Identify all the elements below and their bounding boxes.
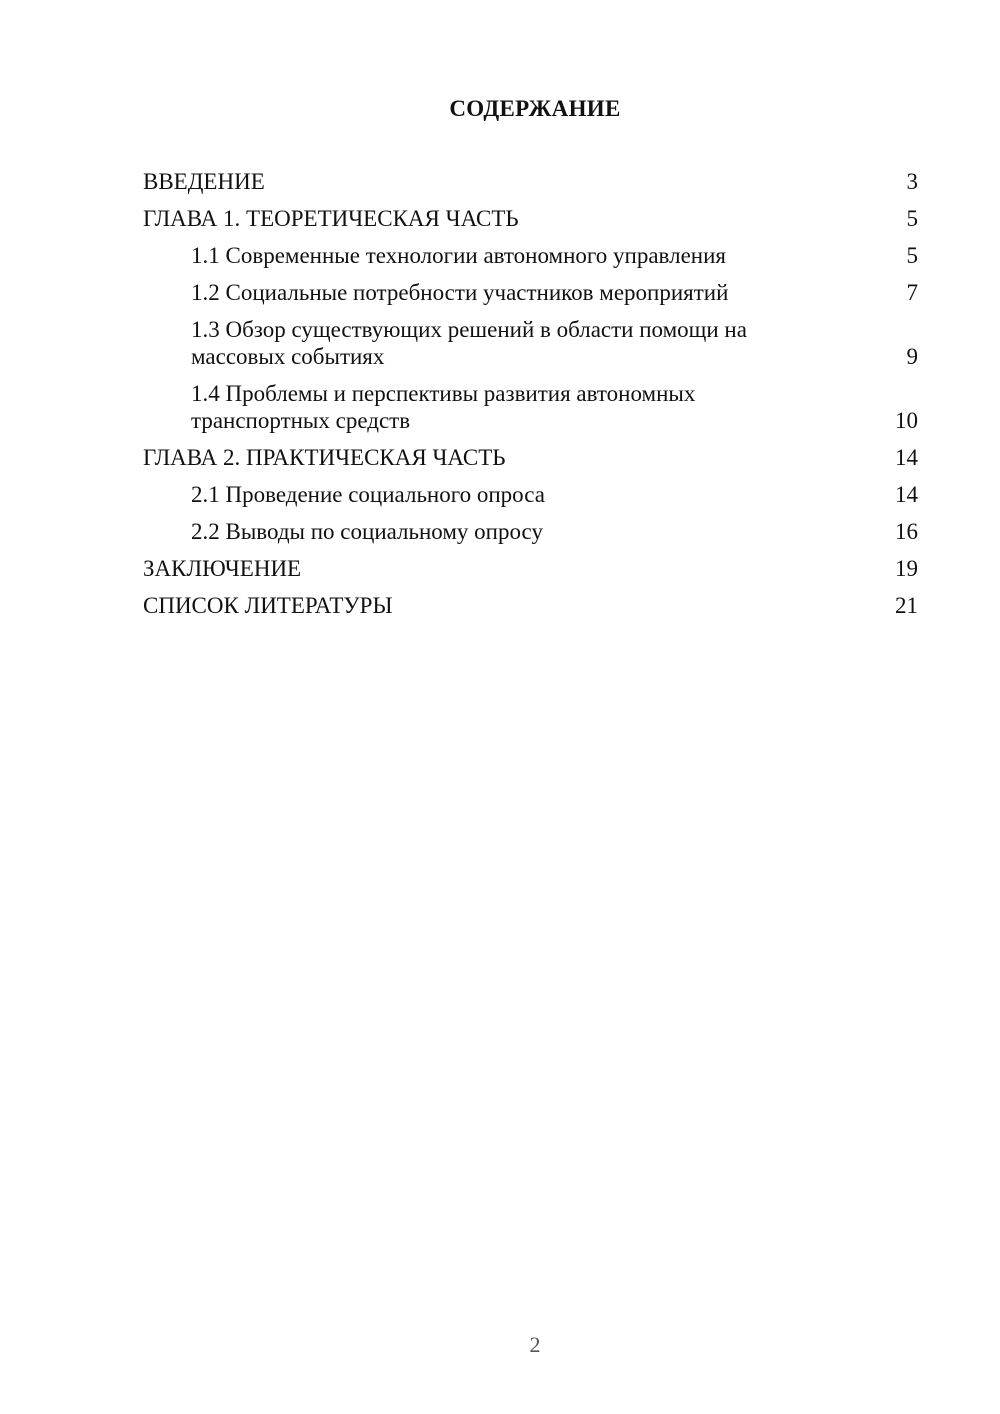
toc-entry-page: 7 — [906, 280, 918, 305]
toc-entry-page: 5 — [906, 243, 918, 268]
toc-entry-section-1-1[interactable] — [143, 242, 918, 269]
toc-entry-label: ГЛАВА 2. ПРАКТИЧЕСКАЯ ЧАСТЬ — [143, 445, 506, 470]
toc-entry-page: 14 — [895, 482, 918, 507]
table-of-contents — [143, 168, 918, 629]
toc-entry-section-1-4[interactable] — [143, 380, 918, 434]
toc-entry-conclusion[interactable] — [143, 555, 918, 582]
toc-entry-label: 1.4 Проблемы и перспективы развития автономных транспортных средств — [191, 381, 696, 433]
toc-entry-page: 9 — [906, 344, 918, 369]
toc-entry-label: 2.2 Выводы по социальному опросу — [191, 519, 543, 544]
toc-entry-page: 21 — [895, 593, 918, 618]
toc-entry-chapter-2[interactable] — [143, 444, 918, 471]
toc-entry-section-1-2[interactable] — [143, 279, 918, 306]
toc-entry-section-2-2[interactable] — [143, 518, 918, 545]
toc-entry-label: ЗАКЛЮЧЕНИЕ — [143, 556, 302, 581]
toc-entry-label: ВВЕДЕНИЕ — [143, 169, 265, 194]
toc-title: СОДЕРЖАНИЕ — [449, 96, 621, 121]
toc-entry-chapter-1[interactable] — [143, 205, 918, 232]
toc-entry-label: 1.3 Обзор существующих решений в области помощи на массовых событиях — [191, 317, 747, 369]
toc-entry-references[interactable] — [143, 592, 918, 619]
toc-entry-section-2-1[interactable] — [143, 481, 918, 508]
toc-entry-page: 16 — [895, 519, 918, 544]
toc-entry-label: 1.2 Социальные потребности участников мероприятий — [191, 280, 729, 305]
toc-entry-page: 10 — [895, 408, 918, 433]
toc-entry-label: 2.1 Проведение социального опроса — [191, 482, 545, 507]
toc-entry-introduction[interactable] — [143, 168, 918, 195]
toc-entry-page: 5 — [906, 206, 918, 231]
toc-entry-label: ГЛАВА 1. ТЕОРЕТИЧЕСКАЯ ЧАСТЬ — [143, 206, 519, 231]
toc-entry-label: 1.1 Современные технологии автономного управления — [191, 243, 726, 268]
toc-entry-label: СПИСОК ЛИТЕРАТУРЫ — [143, 593, 393, 618]
toc-entry-page: 14 — [895, 445, 918, 470]
page-number: 2 — [529, 1332, 541, 1357]
toc-entry-page: 3 — [906, 169, 918, 194]
toc-entry-page: 19 — [895, 556, 918, 581]
toc-entry-section-1-3[interactable] — [143, 316, 918, 370]
